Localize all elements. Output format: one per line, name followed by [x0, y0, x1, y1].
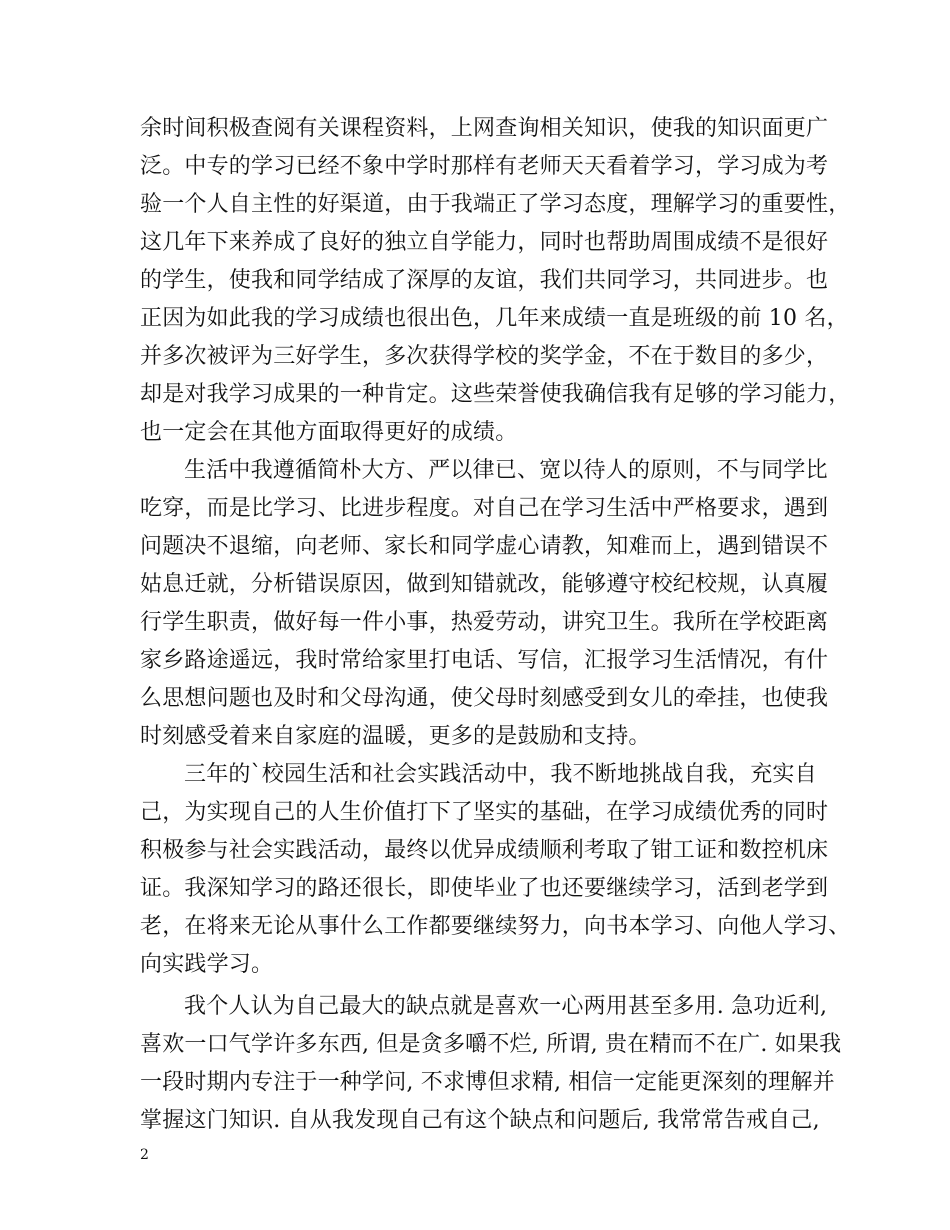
- text-line: 掌握这门知识. 自从我发现自己有这个缺点和问题后, 我常常告戒自己,: [140, 1108, 820, 1133]
- text-line: 积极参与社会实践活动，最终以优异成绩顺利考取了钳工证和数控机床: [140, 838, 829, 863]
- text-line: 么思想问题也及时和父母沟通，使父母时刻感受到女儿的牵挂，也使我: [140, 686, 829, 711]
- text-line: 三年的`校园生活和社会实践活动中，我不断地挑战自我，充实自: [184, 762, 817, 787]
- page-number: 2: [140, 1147, 149, 1163]
- text-line: 问题决不退缩，向老师、家长和同学虚心请教，知难而上，遇到错误不: [140, 534, 829, 559]
- text-line: 这几年下来养成了良好的独立自学能力，同时也帮助周围成绩不是很好: [140, 230, 829, 255]
- text-line: 证。我深知学习的路还很长，即使毕业了也还要继续学习，活到老学到: [140, 876, 829, 901]
- text-line: 行学生职责，做好每一件小事，热爱劳动，讲究卫生。我所在学校距离: [140, 610, 829, 635]
- text-line: 老，在将来无论从事什么工作都要继续努力，向书本学习、向他人学习、: [140, 914, 851, 939]
- text-line: 余时间积极查阅有关课程资料，上网查询相关知识，使我的知识面更广: [140, 116, 829, 141]
- text-line: 向实践学习。: [140, 952, 274, 977]
- text-line: 家乡路途遥远，我时常给家里打电话、写信，汇报学习生活情况，有什: [140, 648, 829, 673]
- text-line: 时刻感受着来自家庭的温暖，更多的是鼓励和支持。: [140, 724, 651, 749]
- text-line: 并多次被评为三好学生，多次获得学校的奖学金，不在于数目的多少，: [140, 344, 829, 369]
- text-line: 吃穿，而是比学习、比进步程度。对自己在学习生活中严格要求，遇到: [140, 496, 829, 521]
- text-line: 也一定会在其他方面取得更好的成绩。: [140, 420, 518, 445]
- text-line: 一段时期内专注于一种学问, 不求博但求精, 相信一定能更深刻的理解并: [140, 1070, 835, 1095]
- text-line: 姑息迁就，分析错误原因，做到知错就改，能够遵守校纪校规，认真履: [140, 572, 829, 597]
- text-line: 喜欢一口气学许多东西, 但是贪多嚼不烂, 所谓, 贵在精而不在广. 如果我: [140, 1032, 842, 1057]
- text-line: 验一个人自主性的好渠道，由于我端正了学习态度，理解学习的重要性，: [140, 192, 851, 217]
- text-line: 的学生，使我和同学结成了深厚的友谊，我们共同学习，共同进步。也: [140, 268, 829, 293]
- text-line: 正因为如此我的学习成绩也很出色，几年来成绩一直是班级的前 10 名，: [140, 306, 849, 331]
- text-line: 泛。中专的学习已经不象中学时那样有老师天天看着学习，学习成为考: [140, 154, 829, 179]
- text-line: 却是对我学习成果的一种肯定。这些荣誉使我确信我有足够的学习能力，: [140, 382, 851, 407]
- text-line: 我个人认为自己最大的缺点就是喜欢一心两用甚至多用. 急功近利,: [184, 994, 828, 1019]
- text-line: 生活中我遵循简朴大方、严以律已、宽以待人的原则，不与同学比: [184, 458, 828, 483]
- text-line: 己，为实现自己的人生价值打下了坚实的基础，在学习成绩优秀的同时: [140, 800, 829, 825]
